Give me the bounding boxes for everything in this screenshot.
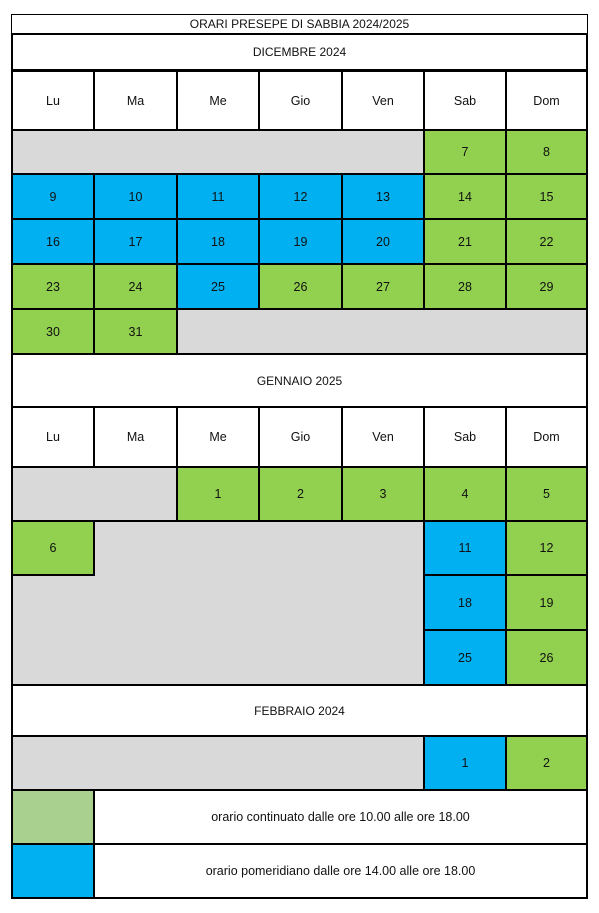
weekday-ma: Ma [93,70,178,131]
day-cell: 18 [423,574,507,631]
day-cell: 12 [505,520,588,576]
day-cell: 2 [258,466,343,522]
day-cell: 2 [505,735,588,791]
day-cell: 14 [423,173,507,220]
day-cell: 13 [341,173,425,220]
month-header-january: GENNAIO 2025 [11,353,588,408]
day-cell: 3 [341,466,425,522]
day-cell: 15 [505,173,588,220]
day-cell: 16 [11,218,95,265]
weekday-dom: Dom [505,406,588,468]
weekday-me: Me [176,406,260,468]
month-header-december: DICEMBRE 2024 [11,33,588,71]
weekday-sab: Sab [423,70,507,131]
day-cell: 24 [93,263,178,310]
day-cell: 17 [93,218,178,265]
day-cell: 8 [505,129,588,175]
weekday-dom: Dom [505,70,588,131]
day-cell: 10 [93,173,178,220]
day-cell: 1 [423,735,507,791]
empty-cell [11,735,425,791]
day-cell: 7 [423,129,507,175]
legend-swatch-blue [11,843,95,899]
day-cell: 25 [423,629,507,686]
day-cell: 19 [505,574,588,631]
day-cell: 11 [176,173,260,220]
day-cell: 30 [11,308,95,355]
day-cell: 21 [423,218,507,265]
legend-text-continuous: orario continuato dalle ore 10.00 alle ore 18.00 [93,789,588,845]
table-title: ORARI PRESEPE DI SABBIA 2024/2025 [11,14,588,34]
day-cell: 9 [11,173,95,220]
weekday-lu: Lu [11,406,95,468]
day-cell: 23 [11,263,95,310]
legend-swatch-green [11,789,95,845]
day-cell: 12 [258,173,343,220]
day-cell: 26 [505,629,588,686]
weekday-ma: Ma [93,406,178,468]
empty-cell [176,308,588,355]
day-cell: 1 [176,466,260,522]
schedule-table [11,14,588,899]
month-header-february: FEBBRAIO 2024 [11,684,588,737]
weekday-ven: Ven [341,70,425,131]
weekday-sab: Sab [423,406,507,468]
empty-cell [11,129,425,175]
weekday-lu: Lu [11,70,95,131]
day-cell: 26 [258,263,343,310]
day-cell: 28 [423,263,507,310]
day-cell: 25 [176,263,260,310]
weekday-gio: Gio [258,70,343,131]
day-cell: 5 [505,466,588,522]
day-cell: 20 [341,218,425,265]
day-cell: 31 [93,308,178,355]
day-cell: 29 [505,263,588,310]
day-cell: 18 [176,218,260,265]
day-cell: 11 [423,520,507,576]
weekday-me: Me [176,70,260,131]
day-cell: 4 [423,466,507,522]
day-cell: 19 [258,218,343,265]
weekday-ven: Ven [341,406,425,468]
empty-cell [11,466,178,522]
day-cell: 22 [505,218,588,265]
day-cell: 6 [11,520,95,576]
legend-text-afternoon: orario pomeridiano dalle ore 14.00 alle ore 18.00 [93,843,588,899]
weekday-gio: Gio [258,406,343,468]
day-cell: 27 [341,263,425,310]
